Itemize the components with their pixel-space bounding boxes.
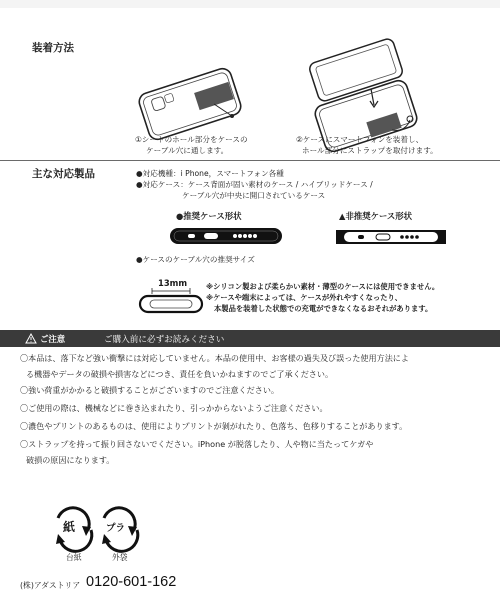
paper-label: 台紙 bbox=[66, 553, 82, 562]
note-line-2: ※ケースや端末によっては、ケースが外れやすくなったり、 bbox=[206, 293, 403, 302]
spec-cases-cont: ケーブル穴が中央に開口されているケース bbox=[182, 191, 326, 200]
caution-line-6: 〇ストラップを持って振り回さないでください。iPhone が脱落したり、人や物に当たってケガや bbox=[20, 439, 374, 449]
spec-cases: ●対応ケース：ケース背面が固い素材のケース / ハイブリッドケース / bbox=[136, 180, 373, 189]
caution-subheading: ご購入前に必ずお読みください bbox=[104, 335, 225, 345]
step2-line1: ②ケースにスマートフォンを装着し、 bbox=[296, 135, 424, 144]
products-title: 主な対応製品 bbox=[32, 168, 95, 180]
note-line-3: 本製品を装着した状態での充電ができなくなるおそれがあります。 bbox=[214, 304, 433, 313]
company-name: (株)アダストリア bbox=[20, 581, 81, 590]
phone-number[interactable]: 0120-601-162 bbox=[86, 574, 177, 590]
caution-line-1: 〇本品は、落下など強い衝撃には対応していません。本品の使用中、お客様の過失及び誤った使用方法によ bbox=[20, 353, 409, 363]
caution-line-5: 〇濃色やプリントのあるものは、使用によりプリントが剝がれたり、色落ち、色移りすることがあります。 bbox=[20, 421, 408, 431]
install-title: 装着方法 bbox=[32, 42, 74, 54]
plastic-mark-text: プラ bbox=[106, 523, 126, 534]
paper-mark-text: 紙 bbox=[63, 520, 76, 534]
step2-line2: ホール部分にストラップを取付けます。 bbox=[302, 146, 438, 155]
note-line-1: ※シリコン製および柔らかい素材・薄型のケースには使用できません。 bbox=[206, 282, 440, 291]
recommended-case-label: ●推奨ケース形状 bbox=[176, 211, 242, 221]
plastic-label: 外袋 bbox=[112, 553, 128, 562]
hole-size-value: 13mm bbox=[158, 278, 188, 288]
not-recommended-case-label: ▲非推奨ケース形状 bbox=[339, 211, 413, 221]
caution-heading: ご注意 bbox=[40, 334, 66, 344]
caution-line-2: る機器やデータの破損や損害などにつき、責任を負いかねますのでご了承ください。 bbox=[26, 369, 334, 379]
step1-line2: ケーブル穴に通します。 bbox=[146, 146, 229, 155]
caution-line-4: 〇ご使用の際は、機械などに巻き込まれたり、引っかからないようご注意ください。 bbox=[20, 403, 328, 413]
step1-line1: ①シートのホール部分をケースの bbox=[135, 135, 248, 144]
hole-size-label: ●ケースのケーブル穴の推奨サイズ bbox=[136, 255, 255, 264]
plastic-recycle-icon bbox=[0, 0, 200, 560]
caution-line-3: 〇強い荷重がかかると破損することがございますのでご注意ください。 bbox=[20, 385, 280, 395]
caution-line-7: 破損の原因になります。 bbox=[26, 455, 115, 465]
spec-models: ●対応機種：i Phone，スマートフォン各種 bbox=[136, 169, 284, 178]
